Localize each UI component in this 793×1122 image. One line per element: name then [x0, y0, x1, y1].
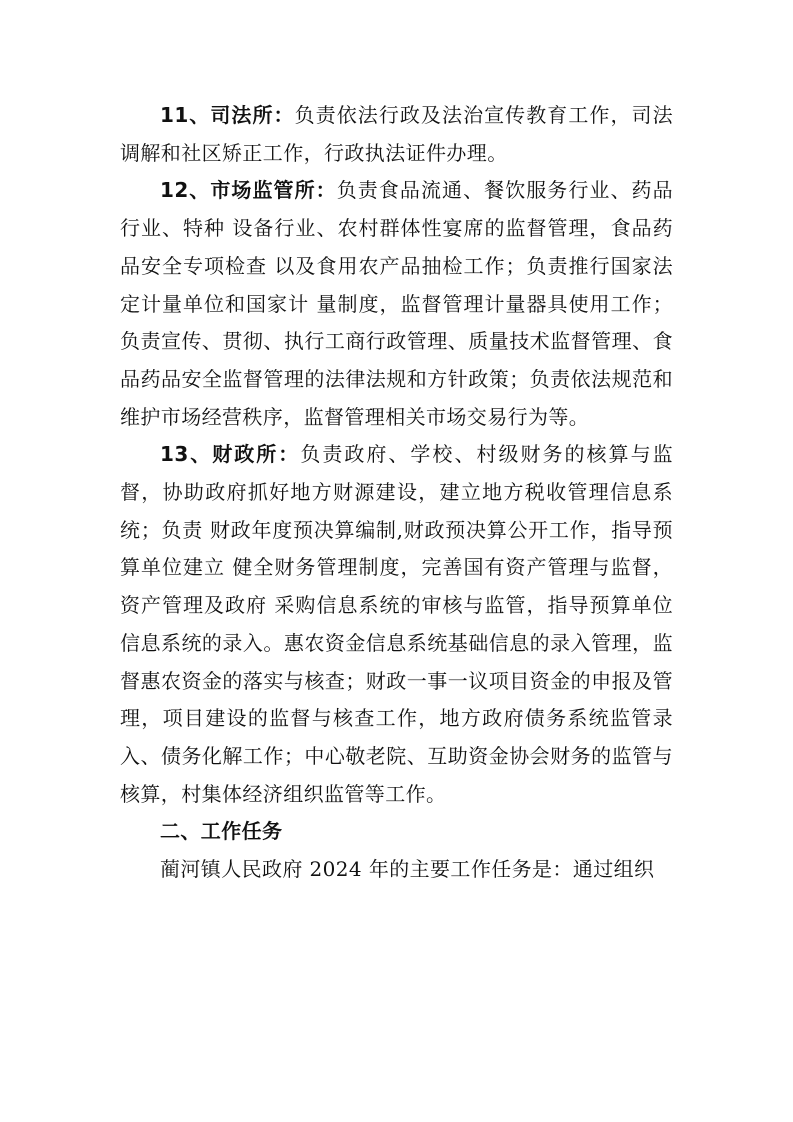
- paragraph-label: 13、财政所：: [160, 442, 301, 467]
- paragraph-label: 11、司法所：: [160, 103, 295, 127]
- paragraph-label: 12、市场监管所：: [160, 178, 337, 203]
- paragraph-text: 蔺河镇人民政府 2024 年的主要工作任务是：通过组织: [160, 857, 655, 882]
- paragraph-text: 负责食品流通、餐饮服务行业、药品行业、特种 设备行业、农村群体性宴席的监督管理，食品药品安全专项检查 以及食用农产品抽检工作；负责推行国家法定计量单位和国家计 量制度，监督管理计量器具使用工作；负责宣传、贯彻、执行工商行政管理、质量技术监督管理、食品药品安全监督管理的法律法规和方针政策；负责依法规范和维护市场经营秩序，监督管理相关市场交易行为等。: [120, 178, 674, 429]
- paragraph-main-tasks: [120, 851, 673, 889]
- paragraph-market-supervision: [120, 172, 673, 436]
- paragraph-finance-office: [120, 436, 673, 813]
- paragraph-text: 负责依法行政及法治宣传教育工作，司法调解和社区矫正工作，行政执法证件办理。: [120, 103, 673, 165]
- paragraph-judicial-office: [120, 97, 673, 172]
- paragraph-text: 负责政府、学校、村级财务的核算与监督，协助政府抓好地方财源建设，建立地方税收管理信息系统；负责 财政年度预决算编制,财政预决算公开工作，指导预算单位建立 健全财务管理制度，完善国有资产管理与监督，资产管理及政府 采购信息系统的审核与监管，指导预算单位信息系统的录入。惠农资金信息系统基础信息的录入管理，监督惠农资金的落实与核查；财政一事一议项目资金的申报及管理，项目建设的监督与核查工作，地方政府债务系统监管录入、债务化解工作；中心敬老院、互助资金协会财务的监管与核算，村集体经济组织监管等工作。: [120, 442, 673, 806]
- section-heading: 二、工作任务: [160, 819, 283, 844]
